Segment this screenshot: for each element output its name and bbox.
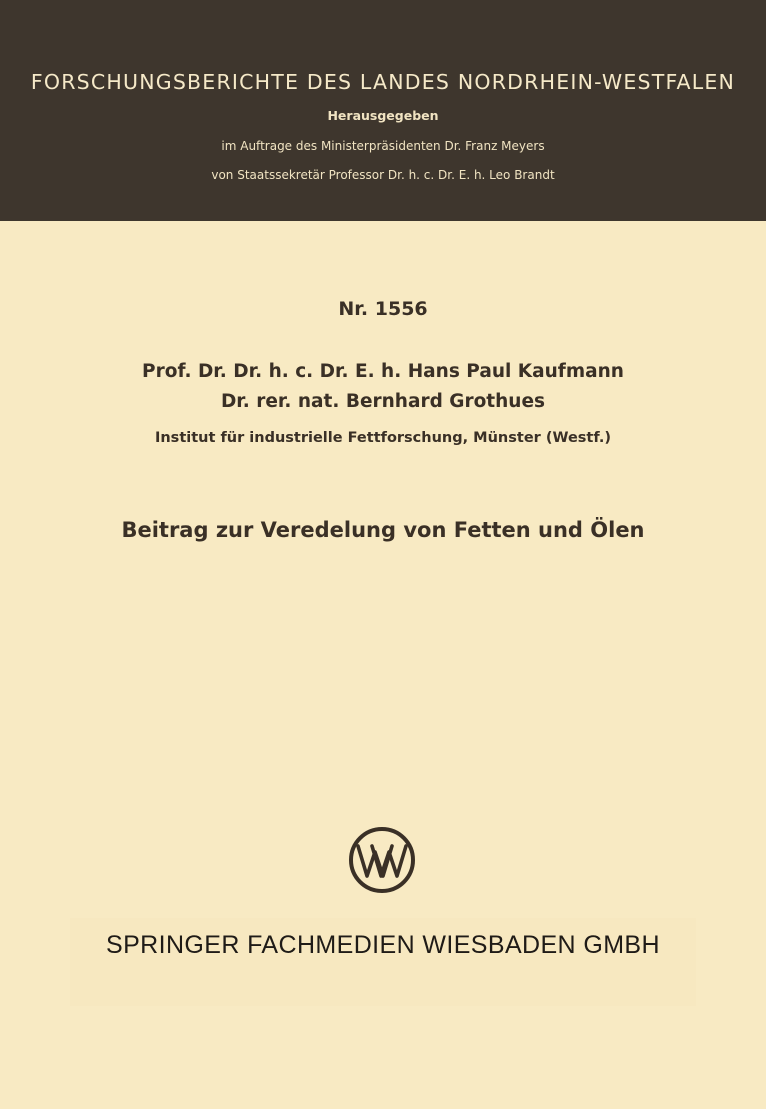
secretary-line: von Staatssekretär Professor Dr. h. c. Dr. E. h. Leo Brandt bbox=[211, 168, 555, 182]
publisher-name: SPRINGER FACHMEDIEN WIESBADEN GMBH bbox=[106, 931, 660, 959]
series-title: FORSCHUNGSBERICHTE DES LANDES NORDRHEIN-WESTFALEN bbox=[30, 70, 736, 94]
work-title: Beitrag zur Veredelung von Fetten und Ölen bbox=[121, 518, 645, 542]
springer-ww-logo-icon bbox=[348, 826, 416, 894]
author-primary: Prof. Dr. Dr. h. c. Dr. E. h. Hans Paul Kaufmann bbox=[142, 361, 624, 382]
issue-number: Nr. 1556 bbox=[338, 298, 428, 320]
commission-line: im Auftrage des Ministerpräsidenten Dr. Franz Meyers bbox=[221, 139, 545, 153]
institute-affiliation: Institut für industrielle Fettforschung, Münster (Westf.) bbox=[154, 430, 612, 446]
author-secondary: Dr. rer. nat. Bernhard Grothues bbox=[220, 391, 546, 412]
edited-by-label: Herausgegeben bbox=[327, 108, 439, 123]
series-header-band bbox=[0, 0, 766, 221]
